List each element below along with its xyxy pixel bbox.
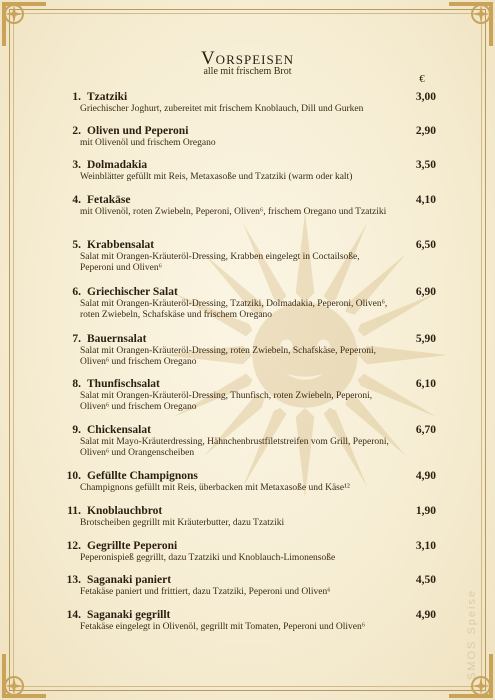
menu-item (66, 539, 436, 564)
item-number: 10. (66, 470, 81, 482)
menu-item (66, 377, 436, 413)
item-name: Tzatziki (87, 91, 128, 103)
item-number: 14. (66, 609, 81, 621)
menu-item (66, 332, 436, 368)
menu-item (66, 469, 436, 494)
menu-item (66, 423, 436, 459)
item-name: Knoblauchbrot (87, 505, 163, 517)
item-name: Thunfischsalat (87, 378, 160, 390)
item-price: 4,90 (415, 470, 436, 482)
menu-item (66, 90, 436, 115)
page-title: Vorspeisen (200, 48, 295, 69)
item-number: 5. (72, 239, 81, 251)
item-description: Griechischer Joghurt, zubereitet mit frischem Knoblauch, Dill und Gurken (80, 104, 364, 114)
item-description: Salat mit Orangen-Kräuteröl-Dressing, Krabben eingelegt in Coctailsoße, Peperoni und Oliven⁶ (80, 252, 360, 274)
item-description: Salat mit Orangen-Kräuteröl-Dressing, roten Zwiebeln, Schafskäse, Peperoni, Oliven⁶ und frischem Oregano (80, 346, 376, 368)
item-name: Gefüllte Champignons (87, 470, 198, 482)
item-price: 1,90 (415, 505, 436, 517)
item-number: 6. (72, 286, 81, 298)
item-number: 13. (66, 574, 81, 586)
item-number: 2. (72, 125, 81, 137)
item-name: Krabbensalat (87, 239, 155, 251)
item-price: 6,50 (415, 239, 436, 251)
item-description: Fetakäse paniert und frittiert, dazu Tzatziki, Peperoni und Oliven⁶ (80, 587, 331, 597)
item-name: Saganaki paniert (87, 574, 172, 586)
item-description: Weinblätter gefüllt mit Reis, Metaxasoße und Tzatziki (warm oder kalt) (80, 172, 353, 182)
item-description: Fetakäse eingelegt in Olivenöl, gegrillt mit Tomaten, Peperoni und Oliven⁶ (80, 622, 366, 632)
menu-item (66, 158, 436, 183)
item-name: Fetakäse (87, 194, 131, 206)
item-number: 3. (72, 159, 81, 171)
item-number: 11. (67, 505, 81, 517)
item-name: Oliven und Peperoni (87, 125, 189, 137)
item-number: 8. (72, 378, 81, 390)
corner-ornament-icon (447, 0, 495, 48)
item-number: 1. (72, 91, 81, 103)
item-price: 6,70 (415, 424, 436, 436)
menu-item (66, 124, 436, 149)
corner-ornament-icon (0, 652, 48, 700)
item-name: Bauernsalat (87, 333, 147, 345)
item-price: 6,10 (415, 378, 436, 390)
item-number: 12. (66, 540, 81, 552)
menu-item (66, 608, 436, 633)
item-number: 7. (72, 333, 81, 345)
item-name: Saganaki gegrillt (87, 609, 171, 621)
item-name: Gegrillte Peperoni (87, 540, 178, 552)
menu-item (66, 504, 436, 529)
item-price: 6,90 (415, 286, 436, 298)
page-subtitle: alle mit frischem Brot (203, 66, 292, 77)
item-description: mit Olivenöl, roten Zwiebeln, Peperoni, Oliven⁶, frischem Oregano und Tzatziki (80, 207, 387, 217)
item-price: 3,50 (415, 159, 436, 171)
currency-label: € (419, 73, 425, 85)
item-description: Salat mit Orangen-Kräuteröl-Dressing, Thunfisch, roten Zwiebeln, Peperoni, Oliven⁶ und frischem Oregano (80, 391, 373, 413)
item-description: mit Olivenöl und frischem Oregano (80, 138, 216, 148)
menu-item (66, 573, 436, 598)
item-number: 4. (72, 194, 81, 206)
item-description: Salat mit Mayo-Kräuterdressing, Hähnchenbrustfiletstreifen vom Grill, Peperoni, Oliven⁶ und Orangenscheiben (80, 437, 389, 459)
corner-ornament-icon (0, 0, 48, 48)
item-price: 4,50 (415, 574, 436, 586)
menu-item (66, 193, 436, 218)
item-name: Dolmadakia (87, 159, 148, 171)
item-price: 5,90 (415, 333, 436, 345)
item-price: 3,10 (415, 540, 436, 552)
item-price: 4,90 (415, 609, 436, 621)
menu-item (66, 285, 436, 321)
item-number: 9. (72, 424, 81, 436)
item-description: Peperonispieß gegrillt, dazu Tzatziki und Knoblauch-Limonensoße (80, 553, 336, 563)
menu-item (66, 238, 436, 274)
side-watermark: SMOS Speise (466, 588, 478, 680)
item-name: Griechischer Salat (87, 286, 178, 298)
item-description: Champignons gefüllt mit Reis, überbacken mit Metaxasoße und Käse¹² (80, 483, 350, 493)
item-description: Brotscheiben gegrillt mit Kräuterbutter, dazu Tzatziki (80, 518, 285, 528)
item-description: Salat mit Orangen-Kräuteröl-Dressing, Tzatziki, Dolmadakia, Peperoni, Oliven⁶, roten Zwiebeln, Schafskäse und frischem Oregano (80, 299, 388, 321)
item-price: 3,00 (415, 91, 436, 103)
item-name: Chickensalat (87, 424, 151, 436)
item-price: 4,10 (415, 194, 436, 206)
item-price: 2,90 (415, 125, 436, 137)
